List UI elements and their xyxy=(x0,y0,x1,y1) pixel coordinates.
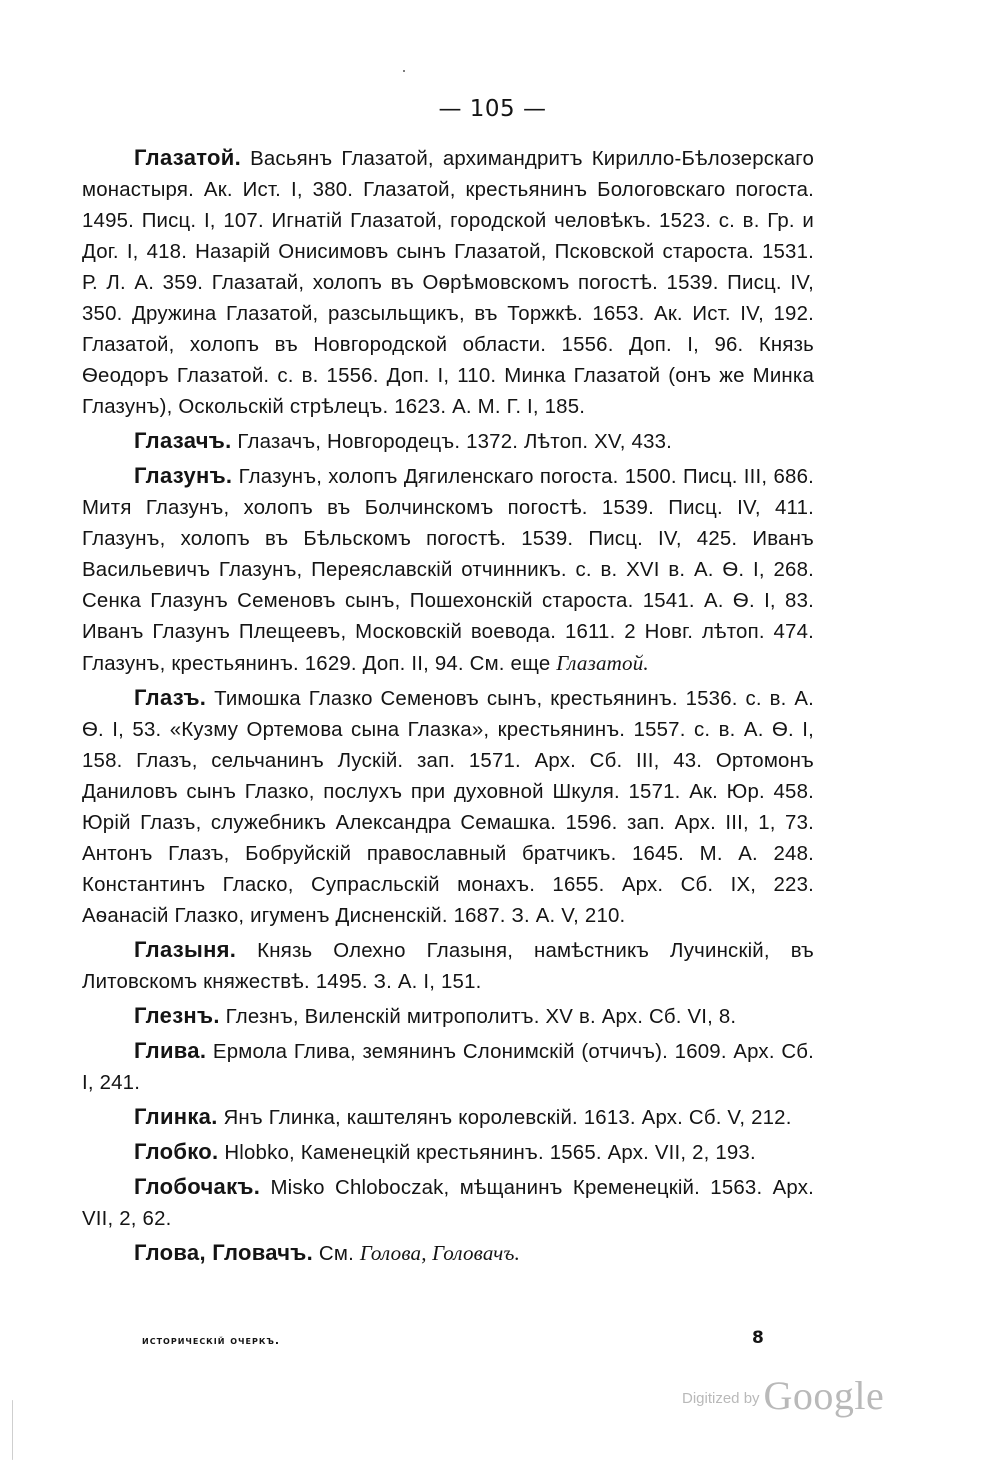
scan-edge-mark xyxy=(12,1400,13,1460)
entry-gliva xyxy=(82,1035,814,1099)
headword: Глазунъ. xyxy=(134,463,233,488)
headword: Глобочакъ. xyxy=(134,1174,261,1199)
entry-glazun xyxy=(82,460,814,680)
running-title: историческій очеркъ. xyxy=(142,1334,281,1347)
entry-text: Глезнъ, Виленскій митрополитъ. XV в. Арх. Сб. VI, 8. xyxy=(225,1006,737,1028)
entry-text: Васьянъ Глазатой, архимандритъ Кирилло-Бѣлозерскаго монастыря. Ак. Ист. I, 380. Глазатой, крестьянинъ Бологовскаго погоста. 1495. Писц. I, 107. Игнатій Глазатой, городской человѣкъ. 1523. с. в. Гр. и Дог. I, 418. Назарій Онисимовъ сынъ Глазатой, Псковской староста. 1531. Р. Л. А. 359. Глазатай, холопъ въ Оѳрѣмовскомъ погостѣ. 1539. Писц. IV, 350. Дружина Глазатой, разсыльщикъ, въ Торжкѣ. 1653. Ак. Ист. IV, 192. Глазатой, холопъ въ Новгородской области. 1556. Доп. I, 96. Князь Ѳеодоръ Глазатой. с. в. 1556. Доп. I, 110. Минка Глазатой (онъ же Минка Глазунъ), Оскольскій стрѣлецъ. 1623. А. М. Г. I, 185. xyxy=(82,148,814,418)
page-number: — 105 — xyxy=(438,96,547,122)
entry-glazatoi xyxy=(82,142,814,423)
headword: Глобко. xyxy=(134,1139,219,1164)
entry-glaz xyxy=(82,682,814,932)
headword: Глива. xyxy=(134,1038,207,1063)
entry-text: Misko Chloboczak, мѣщанинъ Кременецкій. 1563. Арх. VII, 2, 62. xyxy=(82,1177,814,1230)
cross-reference: Голова, Головачъ. xyxy=(359,1241,521,1265)
cross-reference: Глазатой. xyxy=(556,651,649,675)
entry-glazach xyxy=(82,425,814,458)
signature-number: 8 xyxy=(752,1328,764,1348)
entry-text: Hlobko, Каменецкій крестьянинъ. 1565. Арх. VII, 2, 193. xyxy=(224,1142,756,1164)
headword: Глазатой. xyxy=(134,145,241,170)
paper-speck xyxy=(403,70,405,72)
watermark-prefix: Digitized by xyxy=(682,1390,760,1407)
entry-globochak xyxy=(82,1171,814,1235)
dictionary-column xyxy=(82,142,814,1270)
headword: Глазъ. xyxy=(134,685,207,710)
entry-text: Тимошка Глазко Семеновъ сынъ, крестьянинъ. 1536. с. в. А. Ѳ. I, 53. «Кузму Ортемова сына Глазка», крестьянинъ. 1557. с. в. А. Ѳ. I, 158. Глазъ, сельчанинъ Лускій. зап. 1571. Арх. Сб. III, 43. Ортомонъ Даниловъ сынъ Глазко, послухъ при духовной Шкуля. 1571. Ак. Юр. 458. Юрій Глазъ, служебникъ Александра Семашка. 1596. зап. Арх. III, 1, 73. Антонъ Глазъ, Бобруйскій православный братчикъ. 1645. М. А. 248. Константинъ Гласко, Супрасльскій монахъ. 1655. Арх. Сб. IX, 223. Аѳанасій Глазко, игуменъ Дисненскій. 1687. З. А. V, 210. xyxy=(82,688,814,927)
entry-glova xyxy=(82,1237,814,1270)
headword: Глазачъ. xyxy=(134,428,232,453)
headword: Глинка. xyxy=(134,1104,218,1129)
entry-glazynia xyxy=(82,934,814,998)
headword: Глезнъ. xyxy=(134,1003,220,1028)
headword: Глова, Гловачъ. xyxy=(134,1240,314,1265)
entry-text: Глазунъ, холопъ Дягиленскаго погоста. 1500. Писц. III, 686. Митя Глазунъ, холопъ въ Болчинскомъ погостѣ. 1539. Писц. IV, 411. Глазунъ, холопъ въ Бѣльскомъ погостѣ. 1539. Писц. IV, 425. Иванъ Васильевичъ Глазунъ, Переяславскій отчинникъ. с. в. XVI в. А. Ѳ. I, 268. Сенка Глазунъ Семеновъ сынъ, Пошехонскій староста. 1541. А. Ѳ. I, 83. Иванъ Глазунъ Плещеевъ, Московскій воевода. 1611. 2 Новг. лѣтоп. 474. Глазунъ, крестьянинъ. 1629. Доп. II, 94. См. еще xyxy=(82,466,814,675)
entry-globko xyxy=(82,1136,814,1169)
entry-text: Янъ Глинка, каштелянъ королевскій. 1613. Арх. Сб. V, 212. xyxy=(223,1107,792,1129)
digitization-watermark xyxy=(682,1372,884,1419)
headword: Глазыня. xyxy=(134,937,237,962)
entry-glinka xyxy=(82,1101,814,1134)
entry-text: См. xyxy=(318,1243,354,1265)
entry-text: Ермола Глива, земянинъ Слонимскій (отчичъ). 1609. Арх. Сб. I, 241. xyxy=(82,1041,814,1094)
watermark-brand: Google xyxy=(763,1373,885,1418)
entry-text: Князь Олехно Глазыня, намѣстникъ Лучинскій, въ Литовскомъ княжествѣ. 1495. З. А. I, 151. xyxy=(82,940,814,993)
entry-glezn xyxy=(82,1000,814,1033)
entry-text: Глазачъ, Новгородецъ. 1372. Лѣтоп. XV, 433. xyxy=(237,431,673,453)
